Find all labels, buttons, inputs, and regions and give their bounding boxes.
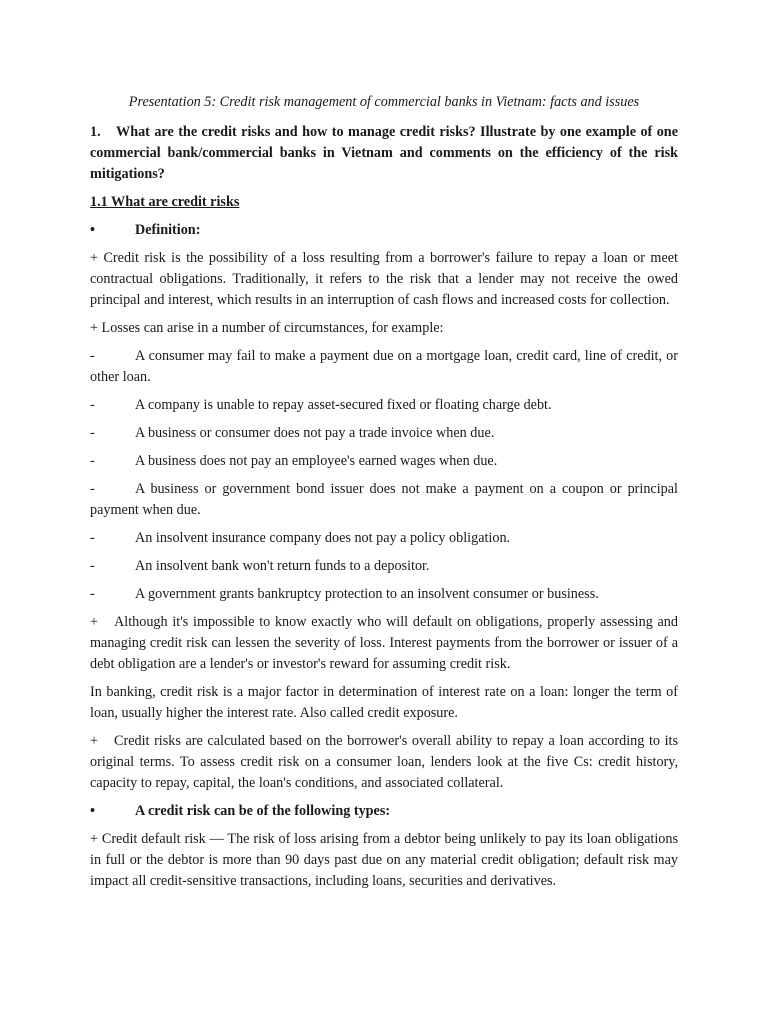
- list-item: [90, 451, 678, 472]
- paragraph-losses-intro: + Losses can arise in a number of circumstances, for example:: [90, 320, 444, 336]
- document-page: [90, 92, 678, 899]
- list-item: [90, 584, 678, 605]
- dash-mark: -: [90, 348, 95, 364]
- paragraph-text: Credit risks are calculated based on the borrower's overall ability to repay a loan according to its original terms. To assess credit risk on a consumer loan, lenders look at the five Cs: credit history, capacity to repay, capital, the loan's conditions, and associated collateral.: [90, 733, 678, 791]
- bullet-mark: •: [90, 222, 95, 238]
- dash-mark: -: [90, 425, 95, 441]
- question-heading: [90, 122, 678, 185]
- list-item-text: A consumer may fail to make a payment due on a mortgage loan, credit card, line of credit, or other loan.: [90, 348, 678, 385]
- question-number: 1.: [90, 124, 101, 140]
- dash-mark: -: [90, 586, 95, 602]
- list-item: [90, 423, 678, 444]
- list-item: [90, 479, 678, 521]
- paragraph-text: Although it's impossible to know exactly who will default on obligations, properly assessing and managing credit risk can lessen the severity of loss. Interest payments from the borrower or issuer of a debt obligation are a lender's or investor's reward for assuming credit risk.: [90, 614, 678, 672]
- bullet-label: Definition:: [135, 222, 201, 238]
- list-item-text: A business does not pay an employee's earned wages when due.: [135, 453, 498, 469]
- presentation-title: Presentation 5: Credit risk management of commercial banks in Vietnam: facts and issues: [128, 94, 640, 110]
- list-item-text: An insolvent insurance company does not pay a policy obligation.: [135, 530, 511, 546]
- list-item: [90, 346, 678, 388]
- list-item: [90, 528, 678, 549]
- paragraph-five-cs: [90, 731, 678, 794]
- list-item-text: A business or consumer does not pay a trade invoice when due.: [135, 425, 495, 441]
- dash-mark: -: [90, 397, 95, 413]
- list-item-text: An insolvent bank won't return funds to a depositor.: [135, 558, 430, 574]
- paragraph-credit-risk-definition: + Credit risk is the possibility of a loss resulting from a borrower's failure to repay a loan or meet contractual obligations. Traditionally, it refers to the risk that a lender may not receive the owed principal and interest, which results in an interruption of cash flows and increased costs for collection.: [90, 250, 678, 308]
- dash-mark: -: [90, 481, 95, 497]
- list-item: [90, 395, 678, 416]
- bullet-mark: •: [90, 803, 95, 819]
- list-item-text: A government grants bankruptcy protection to an insolvent consumer or business.: [135, 586, 599, 602]
- dash-mark: -: [90, 530, 95, 546]
- section-heading: 1.1 What are credit risks: [90, 194, 240, 210]
- definition-bullet: [90, 220, 678, 241]
- paragraph-default-assessment: [90, 612, 678, 675]
- bullet-label: A credit risk can be of the following types:: [135, 803, 391, 819]
- question-text: What are the credit risks and how to manage credit risks? Illustrate by one example of one commercial bank/commercial banks in Vietnam and comments on the efficiency of the risk mitigations?: [90, 124, 678, 182]
- plus-mark: +: [90, 614, 99, 630]
- dash-mark: -: [90, 558, 95, 574]
- list-item-text: A business or government bond issuer does not make a payment on a coupon or principal payment when due.: [90, 481, 678, 518]
- types-bullet: [90, 801, 678, 822]
- dash-mark: -: [90, 453, 95, 469]
- list-item: [90, 556, 678, 577]
- paragraph-credit-default-risk: + Credit default risk — The risk of loss arising from a debtor being unlikely to pay its loan obligations in full or the debtor is more than 90 days past due on any material credit obligation; default risk may impact all credit-sensitive transactions, including loans, securities and derivatives.: [90, 831, 678, 889]
- paragraph-banking-interest: In banking, credit risk is a major factor in determination of interest rate on a loan: longer the term of loan, usually higher the interest rate. Also called credit exposure.: [90, 684, 678, 721]
- list-item-text: A company is unable to repay asset-secured fixed or floating charge debt.: [135, 397, 552, 413]
- plus-mark: +: [90, 733, 99, 749]
